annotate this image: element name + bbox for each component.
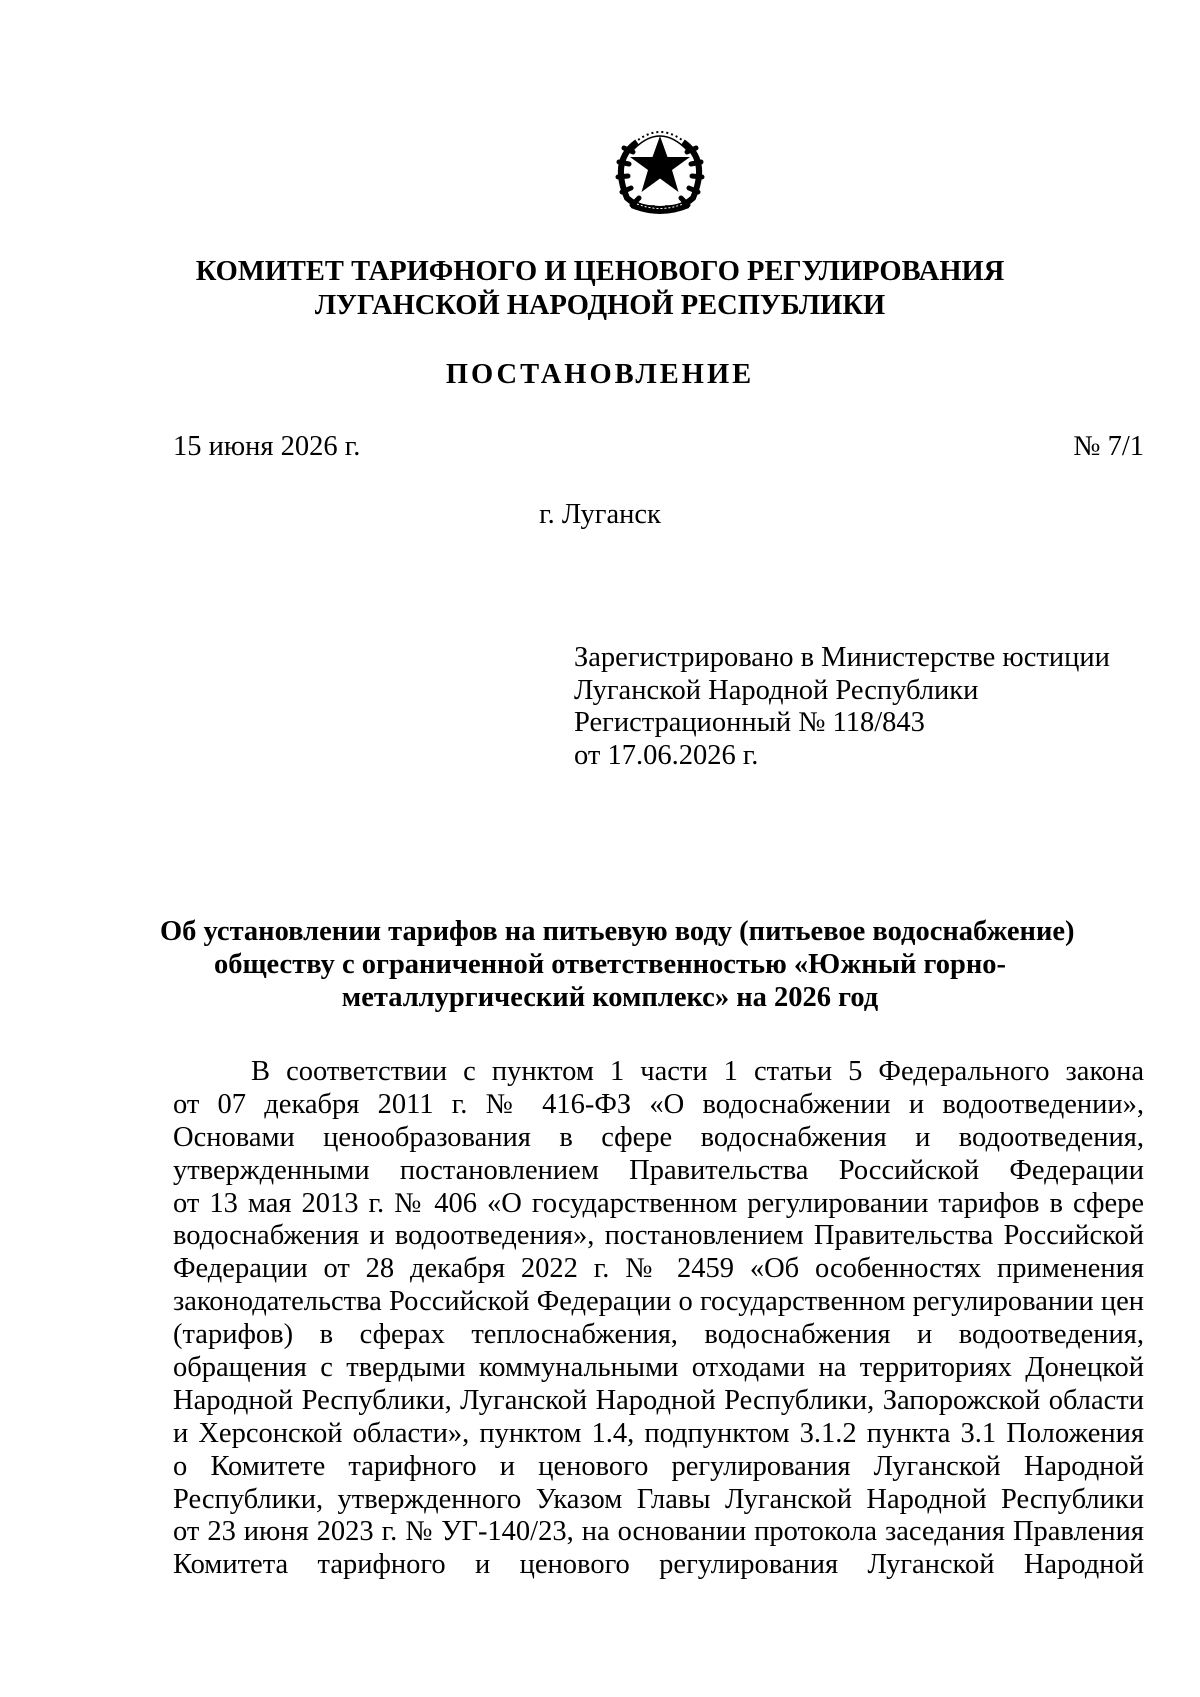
body-line: законодательства Российской Федерации о государственном регулировании цен bbox=[173, 1286, 1144, 1318]
registration-block bbox=[574, 642, 1110, 772]
body-paragraph bbox=[173, 1056, 1144, 1582]
body-line: Народной Республики, Луганской Народной Республики, Запорожской области bbox=[173, 1384, 1144, 1416]
body-line: В соответствии с пунктом 1 части 1 статьи 5 Федерального закона bbox=[251, 1056, 1144, 1087]
body-line: о Комитете тарифного и ценового регулирования Луганской Народной bbox=[173, 1450, 1144, 1482]
body-line: от 13 мая 2013 г. № 406 «О государственном регулировании тарифов в сфере bbox=[173, 1187, 1144, 1219]
body-line: утвержденными постановлением Правительства Российской Федерации bbox=[173, 1154, 1144, 1186]
document-city: г. Луганск bbox=[539, 499, 661, 530]
registration-line: Регистрационный № 118/843 bbox=[574, 707, 925, 738]
body-line: от 23 июня 2023 г. № УГ-140/23, на основании протокола заседания Правления bbox=[173, 1516, 1144, 1548]
registration-line: Луганской Народной Республики bbox=[574, 674, 979, 706]
document-subject bbox=[160, 915, 1075, 1014]
committee-title bbox=[0, 255, 1200, 323]
body-line: Комитета тарифного и ценового регулирования Луганской Народной bbox=[173, 1549, 1144, 1581]
subject-line: металлургический комплекс» на 2026 год bbox=[341, 982, 879, 1013]
subject-line: Об установлении тарифов на питьевую воду (питьевое водоснабжение) bbox=[160, 916, 1075, 947]
coat-of-arms-icon bbox=[597, 112, 723, 220]
registration-line: от 17.06.2026 г. bbox=[574, 739, 759, 771]
body-line: водоснабжения и водоотведения», постановлением Правительства Российской bbox=[173, 1220, 1144, 1252]
body-line: Республики, утвержденного Указом Главы Луганской Народной Республики bbox=[173, 1483, 1144, 1515]
committee-title-line: ЛУГАНСКОЙ НАРОДНОЙ РЕСПУБЛИКИ bbox=[314, 290, 886, 321]
committee-title-line: КОМИТЕТ ТАРИФНОГО И ЦЕНОВОГО РЕГУЛИРОВАНИЯ bbox=[195, 256, 1005, 287]
document-number: № 7/1 bbox=[1073, 431, 1144, 462]
document-type: ПОСТАНОВЛЕНИЕ bbox=[445, 359, 755, 390]
registration-line: Зарегистрировано в Министерстве юстиции bbox=[574, 642, 1110, 673]
body-line: (тарифов) в сферах теплоснабжения, водоснабжения и водоотведения, bbox=[173, 1319, 1144, 1351]
body-line: Федерации от 28 декабря 2022 г. № 2459 «Об особенностях применения bbox=[173, 1253, 1144, 1285]
document-date: 15 июня 2026 г. bbox=[173, 431, 361, 462]
body-line: обращения с твердыми коммунальными отходами на территориях Донецкой bbox=[173, 1352, 1144, 1384]
body-line: и Херсонской области», пунктом 1.4, подпунктом 3.1.2 пункта 3.1 Положения bbox=[173, 1417, 1144, 1449]
subject-line: обществу с ограниченной ответственностью «Южный горно- bbox=[213, 949, 1006, 980]
body-line: Основами ценообразования в сфере водоснабжения и водоотведения, bbox=[173, 1121, 1144, 1153]
body-line: от 07 декабря 2011 г. № 416-ФЗ «О водоснабжении и водоотведении», bbox=[173, 1088, 1144, 1120]
